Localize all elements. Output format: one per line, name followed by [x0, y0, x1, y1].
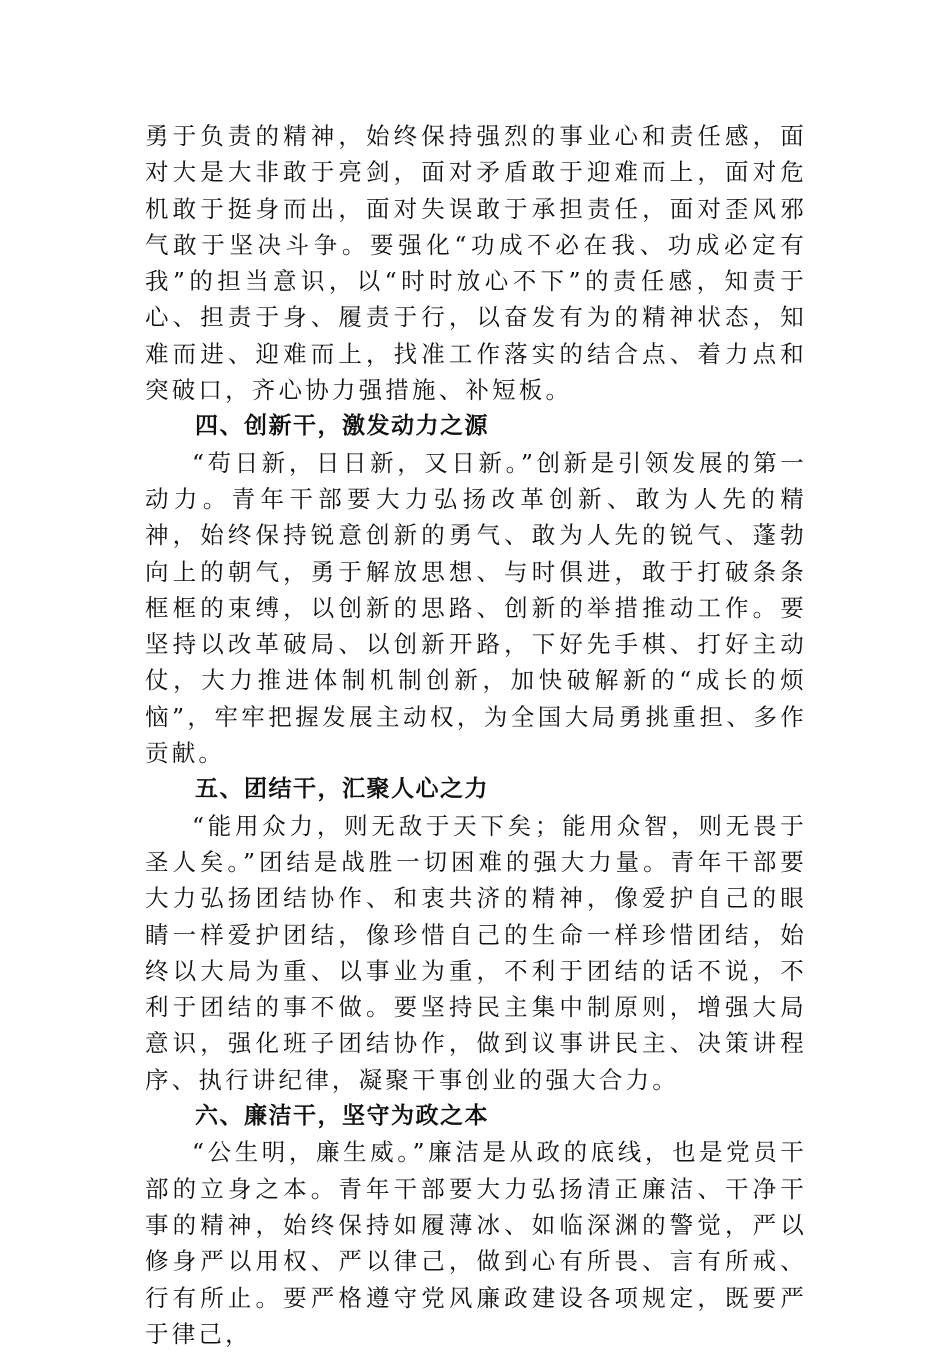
section-body-innovation: “苟日新，日日新，又日新。”创新是引领发展的第一动力。青年干部要大力弘扬改革创新、敢为人先的精神，始终保持锐意创新的勇气、敢为人先的锐气、蓬勃向上的朝气，勇于解放思想、与时俱进，敢于打破条条框框的束缚，以创新的思路、创新的举措推动工作。要坚持以改革破局、以创新开路，下好先手棋、打好主动仗，大力推进体制机制创新，加快破解新的“成长的烦恼”，牢牢把握发展主动权，为全国大局勇挑重担、多作贡献。: [145, 448, 807, 768]
document-page: [145, 118, 807, 1352]
section-body-integrity: “公生明，廉生威。”廉洁是从政的底线，也是党员干部的立身之本。青年干部要大力弘扬清正廉洁、干净干事的精神，始终保持如履薄冰、如临深渊的警觉，严以修身严以用权、严以律己，做到心有所畏、言有所戒、行有所止。要严格遵守党风廉政建设各项规定，既要严于律己，: [145, 1138, 807, 1348]
section-heading-innovation: 四、创新干，激发动力之源: [195, 413, 489, 440]
section-heading-integrity: 六、廉洁干，坚守为政之本: [195, 1103, 489, 1130]
section-heading-unity: 五、团结干，汇聚人心之力: [195, 776, 489, 803]
section-body-unity: “能用众力，则无敌于天下矣；能用众智，则无畏于圣人矣。”团结是战胜一切困难的强大力量。青年干部要大力弘扬团结协作、和衷共济的精神，像爱护自己的眼睛一样爱护团结，像珍惜自己的生命一样珍惜团结，始终以大局为重、以事业为重，不利于团结的话不说，不利于团结的事不做。要坚持民主集中制原则，增强大局意识，强化班子团结协作，做到议事讲民主、决策讲程序、执行讲纪律，凝聚干事创业的强大合力。: [145, 811, 807, 1094]
intro-paragraph: 勇于负责的精神，始终保持强烈的事业心和责任感，面对大是大非敢于亮剑，面对矛盾敢于迎难而上，面对危机敢于挺身而出，面对失误敢于承担责任，面对歪风邪气敢于坚决斗争。要强化“功成不必在我、功成必定有我”的担当意识，以“时时放心不下”的责任感，知责于心、担责于身、履责于行，以奋发有为的精神状态，知难而进、迎难而上，找准工作落实的结合点、着力点和突破口，齐心协力强措施、补短板。: [145, 122, 807, 405]
